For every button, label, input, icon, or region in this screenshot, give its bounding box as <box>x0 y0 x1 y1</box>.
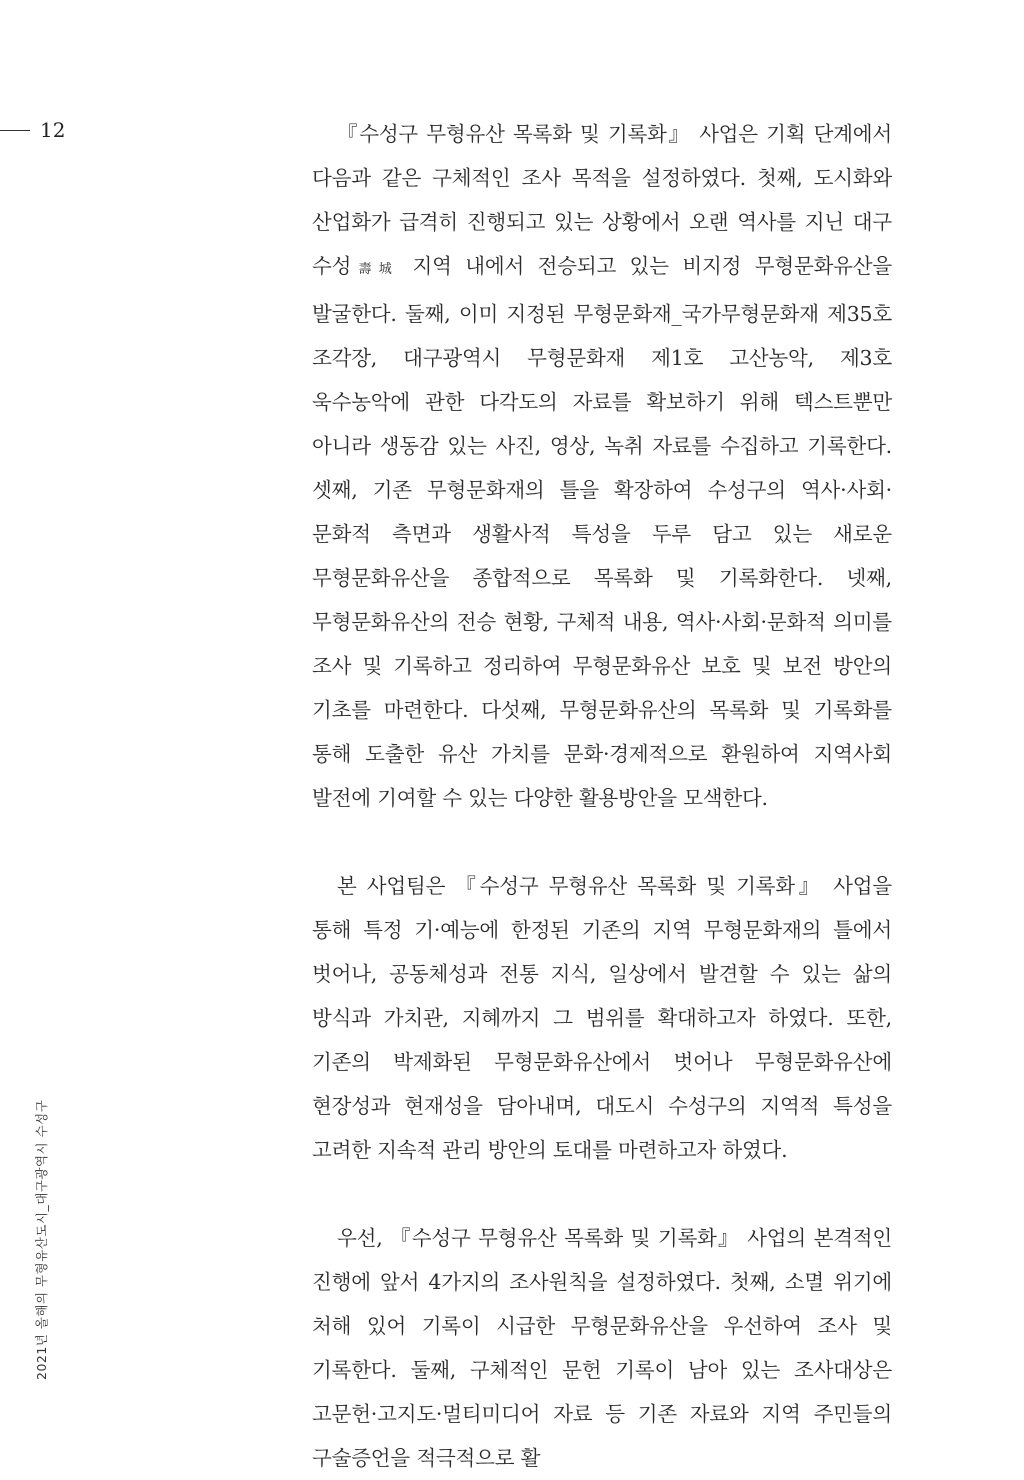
paragraph-text: 지역 내에서 전승되고 있는 비지정 무형문화유산을 발굴한다. 둘째, 이미 지정된 무형문화재_국가무형문화재 제35호 조각장, 대구광역시 무형문화재 제1호 고산농악, 제3호 욱수농악에 관한 다각도의 자료를 확보하기 위해 텍스트뿐만 아니라 생동감 있는 사진, 영상, 녹취 자료를 수집하고 기록한다. 셋째, 기존 무형문화재의 틀을 확장하여 수성구의 역사·사회·문화적 측면과 생활사적 특성을 두루 담고 있는 새로운 무형문화유산을 종합적으로 목록화 및 기록화한다. 넷째, 무형문화유산의 전승 현황, 구체적 내용, 역사·사회·문화적 의미를 조사 및 기록하고 정리하여 무형문화유산 보호 및 보전 방안의 기초를 마련한다. 다섯째, 무형문화유산의 목록화 및 기록화를 통해 도출한 유산 가치를 문화·경제적으로 환원하여 지역사회 발전에 기여할 수 있는 다양한 활용방안을 모색한다. <box>312 254 892 810</box>
paragraph-project-scope: 본 사업팀은 『수성구 무형유산 목록화 및 기록화』 사업을 통해 특정 기·예능에 한정된 기존의 지역 무형문화재의 틀에서 벗어나, 공동체성과 전통 지식, 일상에서 발견할 수 있는 삶의 방식과 가치관, 지혜까지 그 범위를 확대하고자 하였다. 또한, 기존의 박제화된 무형문화유산에서 벗어나 무형문화유산에 현장성과 현재성을 담아내며, 대도시 수성구의 지역적 특성을 고려한 지속적 관리 방안의 토대를 마련하고자 하였다. <box>312 874 892 1162</box>
paragraph-survey-purposes <box>312 112 892 820</box>
paragraph-text: 『수성구 무형유산 목록화 및 기록화』 사업은 기획 단계에서 다음과 같은 구체적인 조사 목적을 설정하였다. 첫째, 도시화와 산업화가 급격히 진행되고 있는 상황에서 오랜 역사를 지닌 대구 수성 <box>312 122 892 278</box>
body-text <box>312 112 892 1480</box>
page-number: 12 <box>40 118 66 142</box>
hanja-annotation: 壽城 <box>351 262 399 277</box>
page-number-rule <box>0 130 30 131</box>
paragraph-survey-principles: 우선, 『수성구 무형유산 목록화 및 기록화』 사업의 본격적인 진행에 앞서 4가지의 조사원칙을 설정하였다. 첫째, 소멸 위기에 처해 있어 기록이 시급한 무형문화유산을 우선하여 조사 및 기록한다. 둘째, 구체적인 문헌 기록이 남아 있는 조사대상은 고문헌·고지도·멀티미디어 자료 등 기존 자료와 지역 주민들의 구술증언을 적극적으로 활 <box>312 1226 892 1470</box>
running-side-label: 2021년 올해의 무형유산도시_대구광역시 수성구 <box>34 1099 49 1380</box>
